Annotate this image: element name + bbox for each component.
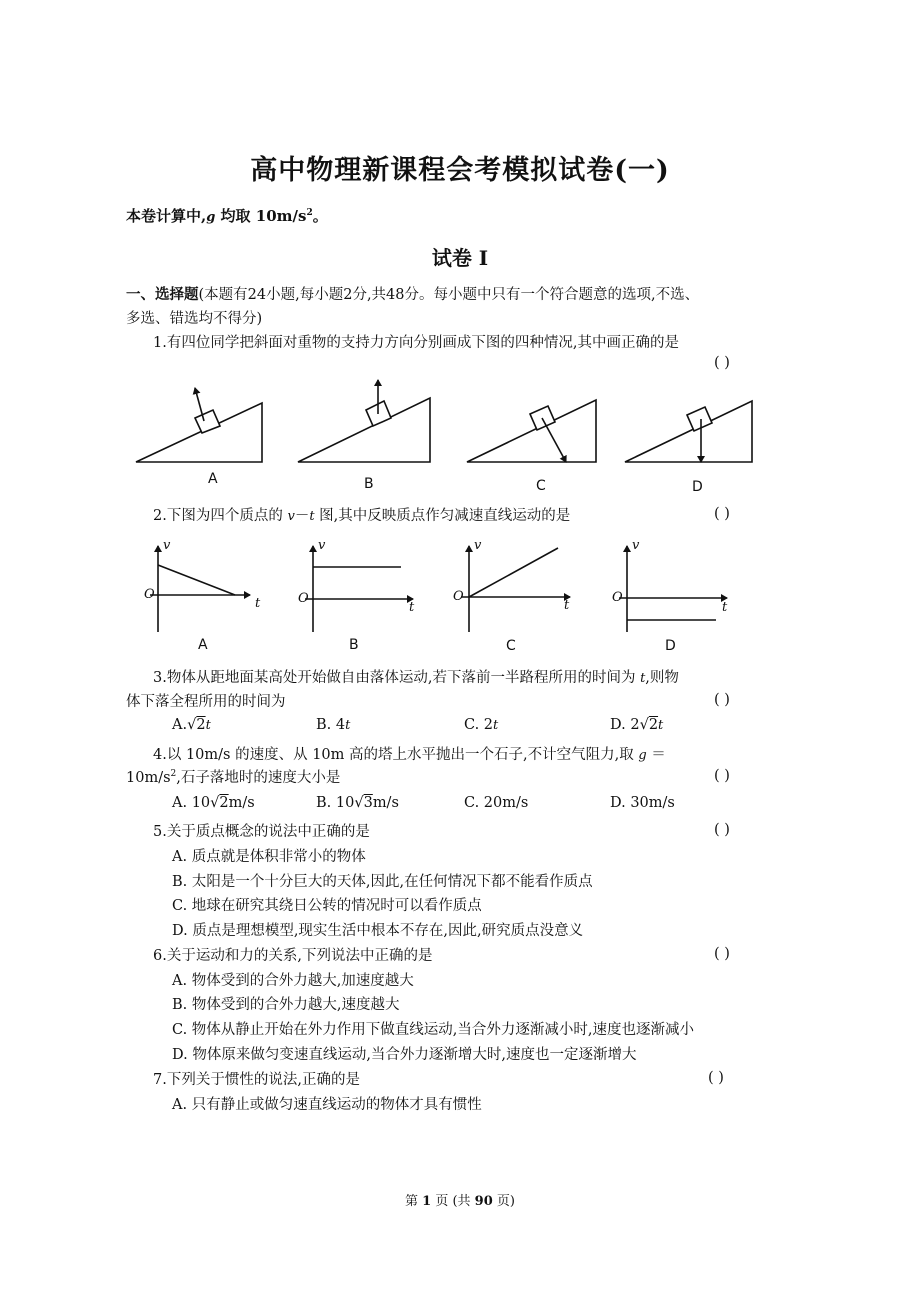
origin-d: O	[612, 590, 623, 605]
answer-bracket-5: ( )	[714, 822, 730, 838]
question-3-stem-cont: 体下落全程所用的时间为	[126, 694, 286, 710]
force-arrow-c	[542, 418, 566, 462]
figure-label-a: A	[208, 471, 218, 487]
q6-option-c: C. 物体从静止开始在外力作用下做直线运动,当合外力逐渐减小时,速度也逐渐减小	[172, 1022, 695, 1038]
axis-v-d: v	[632, 538, 640, 553]
question-4-stem: 4.以 10m/s 的速度、从 10m 高的塔上水平抛出一个石子,不计空气阻力,取 g ＝	[153, 747, 666, 763]
graph-label-c: C	[506, 638, 516, 654]
answer-bracket-2: ( )	[714, 506, 730, 522]
axis-t-c: t	[564, 598, 570, 613]
incline-figure-d	[625, 401, 752, 462]
q5-option-c: C. 地球在研究其绕日公转的情况时可以看作质点	[172, 898, 482, 914]
figure-label-d: D	[692, 479, 703, 495]
part-description-cont: 多选、错选均不得分)	[126, 311, 263, 327]
origin-b: O	[298, 591, 309, 606]
answer-bracket-1: ( )	[714, 355, 730, 371]
graph-label-b: B	[349, 637, 359, 653]
q4-option-c: C. 20m/s	[464, 795, 529, 811]
vt-graph-d	[619, 546, 727, 632]
answer-bracket-4: ( )	[714, 768, 730, 784]
graph-label-a: A	[198, 637, 208, 653]
q6-option-b: B. 物体受到的合外力越大,速度越大	[172, 997, 400, 1013]
figure-label-c: C	[536, 478, 546, 494]
q7-option-a: A. 只有静止或做匀速直线运动的物体才具有惯性	[172, 1097, 482, 1113]
vt-graph-a	[150, 546, 250, 632]
q5-option-b: B. 太阳是一个十分巨大的天体,因此,在任何情况下都不能看作质点	[172, 874, 593, 890]
q3-option-a: A.√2t	[172, 717, 211, 733]
origin-c: O	[453, 589, 464, 604]
answer-bracket-3: ( )	[714, 692, 730, 708]
page-title: 高中物理新课程会考模拟试卷(一)	[250, 155, 670, 186]
question-4-stem-cont: $10m/s^2$,石子落地时的速度大小是	[126, 769, 341, 786]
q6-option-a: A. 物体受到的合外力越大,加速度越大	[172, 973, 414, 989]
q3-option-d: D. 2√2t	[610, 717, 664, 733]
q4-option-d: D. 30m/s	[610, 795, 675, 811]
question-7-stem: 7.下列关于惯性的说法,正确的是	[153, 1072, 360, 1088]
axis-t-d: t	[722, 600, 728, 615]
axis-v-c: v	[474, 538, 482, 553]
question-6-stem: 6.关于运动和力的关系,下列说法中正确的是	[153, 948, 433, 964]
question-3-stem: 3.物体从距地面某高处开始做自由落体运动,若下落前一半路程所用的时间为 t,则物	[153, 670, 679, 686]
question-5-stem: 5.关于质点概念的说法中正确的是	[153, 824, 370, 840]
axis-v-b: v	[318, 538, 326, 553]
part-heading: 一、选择题(本题有24小题,每小题2分,共48分。每小题中只有一个符合题意的选项,不选、	[126, 286, 700, 303]
question-1-stem: 1.有四位同学把斜面对重物的支持力方向分别画成下图的四种情况,其中画正确的是	[153, 335, 679, 351]
q6-option-d: D. 物体原来做匀变速直线运动,当合外力逐渐增大时,速度也一定逐渐增大	[172, 1047, 637, 1063]
question-2-stem: 2.下图为四个质点的 v－t 图,其中反映质点作匀减速直线运动的是	[153, 508, 571, 524]
graph-label-d: D	[665, 638, 676, 654]
q5-option-d: D. 质点是理想模型,现实生活中根本不存在,因此,研究质点没意义	[172, 923, 584, 939]
origin-a: O	[144, 587, 155, 602]
incline-figure-a	[136, 388, 262, 462]
q4-option-b: B. 10√3m/s	[316, 795, 399, 811]
axis-t-b: t	[409, 600, 415, 615]
page-footer: 第 1 页 (共 90 页)	[405, 1194, 515, 1209]
q4-option-a: A. 10√2m/s	[172, 795, 255, 811]
vt-line-c	[469, 548, 558, 597]
vt-line-a	[158, 565, 235, 595]
axis-t-a: t	[255, 596, 261, 611]
q3-option-b: B. 4t	[316, 717, 351, 733]
calc-note: 本卷计算中,g 均取 $10m/s^2$。	[126, 207, 328, 225]
incline-figure-c	[467, 400, 596, 462]
section-title: 试卷 Ⅰ	[431, 246, 489, 270]
vt-graph-c	[461, 546, 570, 632]
q3-option-c: C. 2t	[464, 717, 499, 733]
axis-v-a: v	[163, 538, 171, 553]
figure-label-b: B	[364, 476, 374, 492]
q5-option-a: A. 质点就是体积非常小的物体	[172, 849, 366, 865]
answer-bracket-6: ( )	[714, 946, 730, 962]
incline-figure-b	[298, 380, 430, 462]
vt-graph-b	[305, 546, 413, 632]
answer-bracket-7: ( )	[708, 1070, 724, 1086]
